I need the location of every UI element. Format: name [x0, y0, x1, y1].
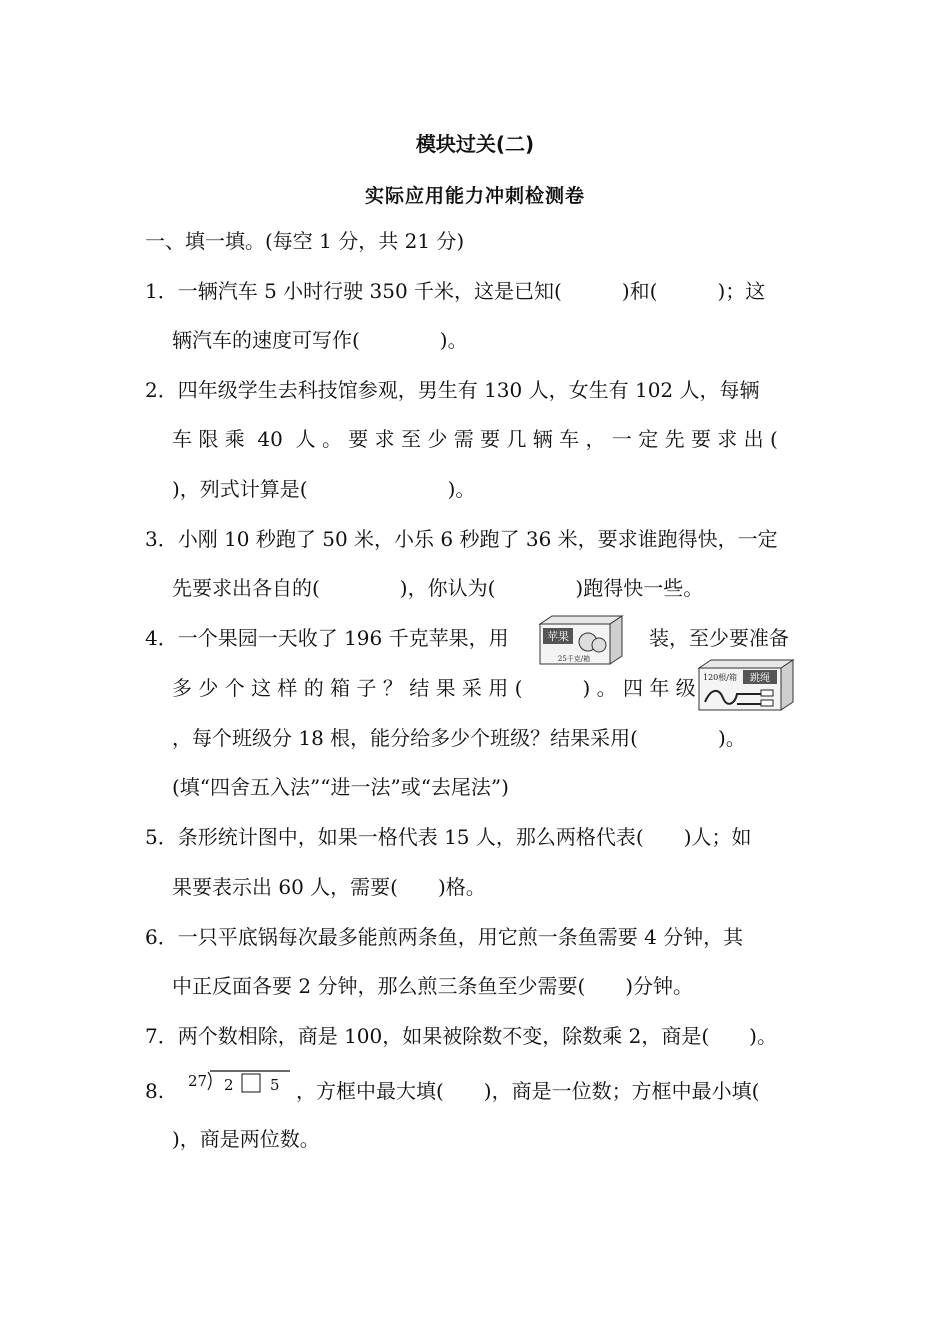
- q6-line2: 中正反面各要 2 分钟，那么煎三条鱼至少需要( )分钟。: [172, 974, 694, 998]
- q5-line2: 果要表示出 60 人，需要( )格。: [172, 875, 486, 899]
- apple-box-note: 25千克/箱: [557, 655, 591, 663]
- rope-box-note: 120根/箱: [703, 673, 737, 682]
- q4-line1-part2: 装，至少要准备: [649, 626, 789, 650]
- q4-line1-part1: 4．一个果园一天收了 196 千克苹果，用: [145, 626, 509, 650]
- q6-line1: 6．一只平底锅每次最多能煎两条鱼，用它煎一条鱼需要 4 分钟，其: [145, 925, 744, 949]
- long-division-figure: [186, 1066, 296, 1102]
- rope-box-label: 跳绳: [750, 673, 770, 684]
- q5-line1: 5．条形统计图中，如果一格代表 15 人，那么两格代表( )人；如: [145, 825, 752, 849]
- q7-line1: 7．两个数相除，商是 100，如果被除数不变，除数乘 2，商是( )。: [145, 1024, 777, 1048]
- division-digit1: 2: [224, 1076, 234, 1094]
- apple-box-image: [536, 614, 624, 670]
- q3-line1: 3．小刚 10 秒跑了 50 米，小乐 6 秒跑了 36 米，要求谁跑得快，一定: [145, 527, 778, 551]
- page-subtitle: 实际应用能力冲刺检测卷: [364, 185, 585, 207]
- q2-line3: )，列式计算是( )。: [172, 477, 476, 501]
- jump-rope-box-image: [697, 658, 797, 714]
- division-blank-box: [242, 1074, 260, 1092]
- division-digit3: 5: [270, 1076, 280, 1094]
- q1-line2: 辆汽车的速度可写作( )。: [172, 328, 468, 352]
- division-divisor: 27: [188, 1072, 208, 1090]
- q4-line4: (填“四舍五入法”“进一法”或“去尾法”): [172, 775, 509, 799]
- q4-line3: ，每个班级分 18 根，能分给多少个班级？结果采用( )。: [172, 726, 746, 750]
- q8-line1: ，方框中最大填( )，商是一位数；方框中最小填(: [296, 1079, 760, 1103]
- q8-line2: )，商是两位数。: [172, 1127, 320, 1151]
- apple-box-label: 苹果: [547, 630, 569, 643]
- q2-line2: 车 限 乘 40 人 。 要 求 至 少 需 要 几 辆 车 ， 一 定 先 要 求 出 (: [172, 427, 778, 451]
- q3-line2: 先要求出各自的( )，你认为( )跑得快一些。: [172, 576, 704, 600]
- q1-line1: 1．一辆汽车 5 小时行驶 350 千米，这是已知( )和( )；这: [145, 279, 766, 303]
- page-title: 模块过关(二): [415, 132, 535, 156]
- q2-line1: 2．四年级学生去科技馆参观，男生有 130 人，女生有 102 人，每辆: [145, 378, 760, 402]
- q8-number: 8.: [145, 1079, 165, 1103]
- section-heading: 一、填一填。(每空 1 分，共 21 分): [145, 229, 465, 253]
- q4-line2: 多 少 个 这 样 的 箱 子 ？ 结 果 采 用 ( ) 。 四 年 级: [172, 676, 696, 700]
